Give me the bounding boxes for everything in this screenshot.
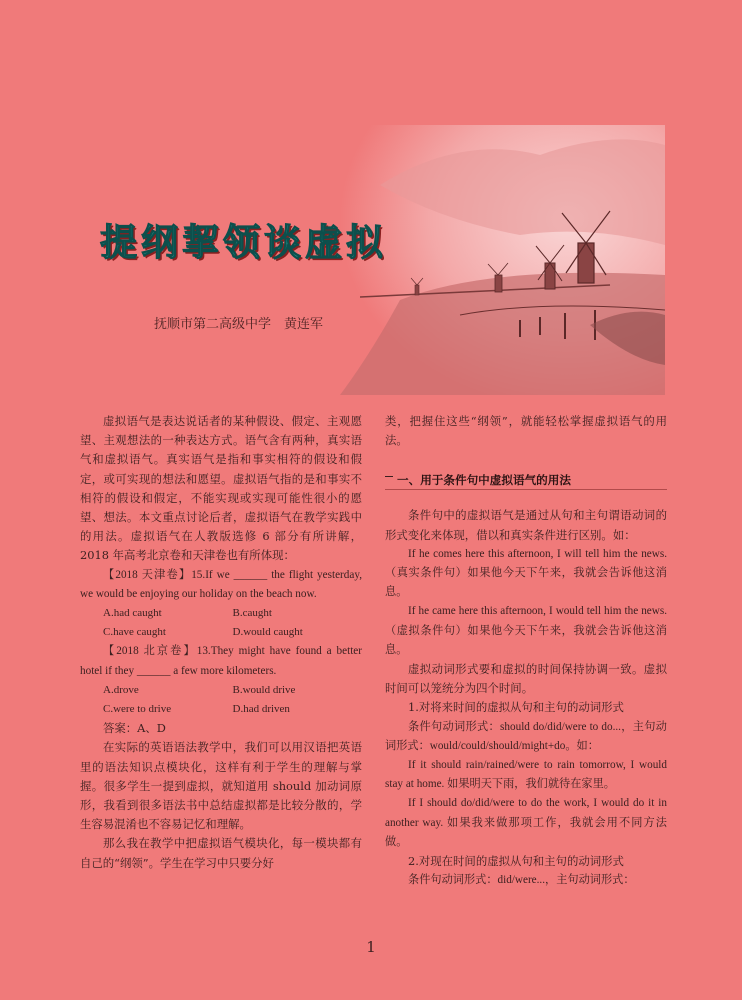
- option-a: A.drove: [103, 683, 139, 696]
- example-real-conditional: If he comes here this afternoon, I will tell him the news.（真实条件句）如果他今天下午来，我就会告诉他这消息。: [385, 547, 667, 599]
- option-d: D.would caught: [232, 626, 303, 639]
- example-unreal-conditional: If he came here this afternoon, I would tell him the news.（虚拟条件句）如果他今天下午来，我就会告诉他这消息。: [385, 605, 667, 656]
- article-title: 提纲挈领谈虚拟: [100, 221, 387, 264]
- author-line: 抚顺市第二高级中学 黄连军: [154, 317, 324, 332]
- answer-line: 答案：A、D: [103, 721, 166, 736]
- option-b: B.would drive: [232, 683, 296, 696]
- option-a: A.had caught: [103, 607, 162, 620]
- question-tianjin-options-row-1: [80, 604, 362, 623]
- section-heading-marker: [385, 476, 393, 477]
- present-form-rule: 条件句动词形式：did/were...，主句动词形式：: [408, 874, 635, 887]
- section-heading: [385, 468, 667, 490]
- tense-agreement-paragraph: 虚拟动词形式要和虚拟的时间保持协调一致。虚拟时间可以笼统分为四个时间。: [385, 662, 667, 696]
- option-d: D.had driven: [232, 703, 290, 716]
- question-beijing: 【2018 北京卷】13.They might have found a better hotel if they ______ a few more kilometers.: [80, 645, 362, 677]
- section-heading-underline: [385, 489, 667, 490]
- section-heading-text: 一、用于条件句中虚拟语气的用法: [397, 473, 571, 488]
- conditional-intro: 条件句中的虚拟语气是通过从句和主句谓语动词的形式变化来体现，借以和真实条件进行区别。如：: [385, 508, 667, 542]
- option-c: C.have caught: [103, 626, 166, 639]
- example-rain: If it should rain/rained/were to rain tomorrow, I would stay at home. 如果明天下雨，我们就待在家里。: [385, 759, 667, 791]
- question-tianjin-options-row-2: [80, 623, 362, 642]
- question-tianjin: 【2018 天津卷】15.If we ______ the flight yesterday, we would be enjoying our holiday on the beach now.: [80, 568, 362, 600]
- page-number: 1: [366, 938, 376, 956]
- question-beijing-options-row-1: [80, 681, 362, 700]
- example-work: If I should do/did/were to do the work, I would do it in another way. 如果我来做那项工作，我就会用不同方法做。: [385, 797, 667, 848]
- subheading-present: 2.对现在时间的虚拟从句和主句的动词形式: [408, 854, 624, 869]
- teaching-paragraph: 在实际的英语语法教学中，我们可以用汉语把英语里的语法知识点模块化，这样有利于学生的理解与掌握。很多学生一提到虚拟，就知道用 should 加动词原形，我看到很多语法书中总结虚拟都是比较分散的，学生容易混淆也不容易记忆和理解。: [80, 740, 362, 832]
- left-column: [80, 412, 362, 873]
- option-c: C.were to drive: [103, 703, 172, 716]
- future-form-rule: 条件句动词形式：should do/did/were to do...，主句动词形式：would/could/should/might+do。如：: [385, 720, 667, 752]
- question-beijing-options-row-2: [80, 700, 362, 719]
- windmill-landscape-illustration: [340, 125, 665, 395]
- continuation-paragraph: 类，把握住这些“纲领”，就能轻松掌握虚拟语气的用法。: [385, 414, 667, 448]
- module-paragraph: 那么我在教学中把虚拟语气模块化，每一模块都有自己的“纲领”。学生在学习中只要分好: [80, 836, 362, 870]
- intro-paragraph: 虚拟语气是表达说话者的某种假设、假定、主观愿望、主观想法的一种表达方式。语气含有两种，真实语气和虚拟语气。真实语气是指和事实相符的假设和假定，或可实现的想法和愿望。虚拟语气指的是和事实不相符的假设和假定，不能实现或实现可能性很小的愿望、想法。本文重点讨论后者，虚拟语气在教学实践中的用法。虚拟语气在人教版选修 6 部分有所讲解，2018 年高考北京卷和天津卷也有所体现：: [80, 414, 362, 563]
- right-column: [385, 412, 667, 890]
- option-b: B.caught: [232, 607, 272, 620]
- subheading-future: 1.对将来时间的虚拟从句和主句的动词形式: [408, 700, 624, 715]
